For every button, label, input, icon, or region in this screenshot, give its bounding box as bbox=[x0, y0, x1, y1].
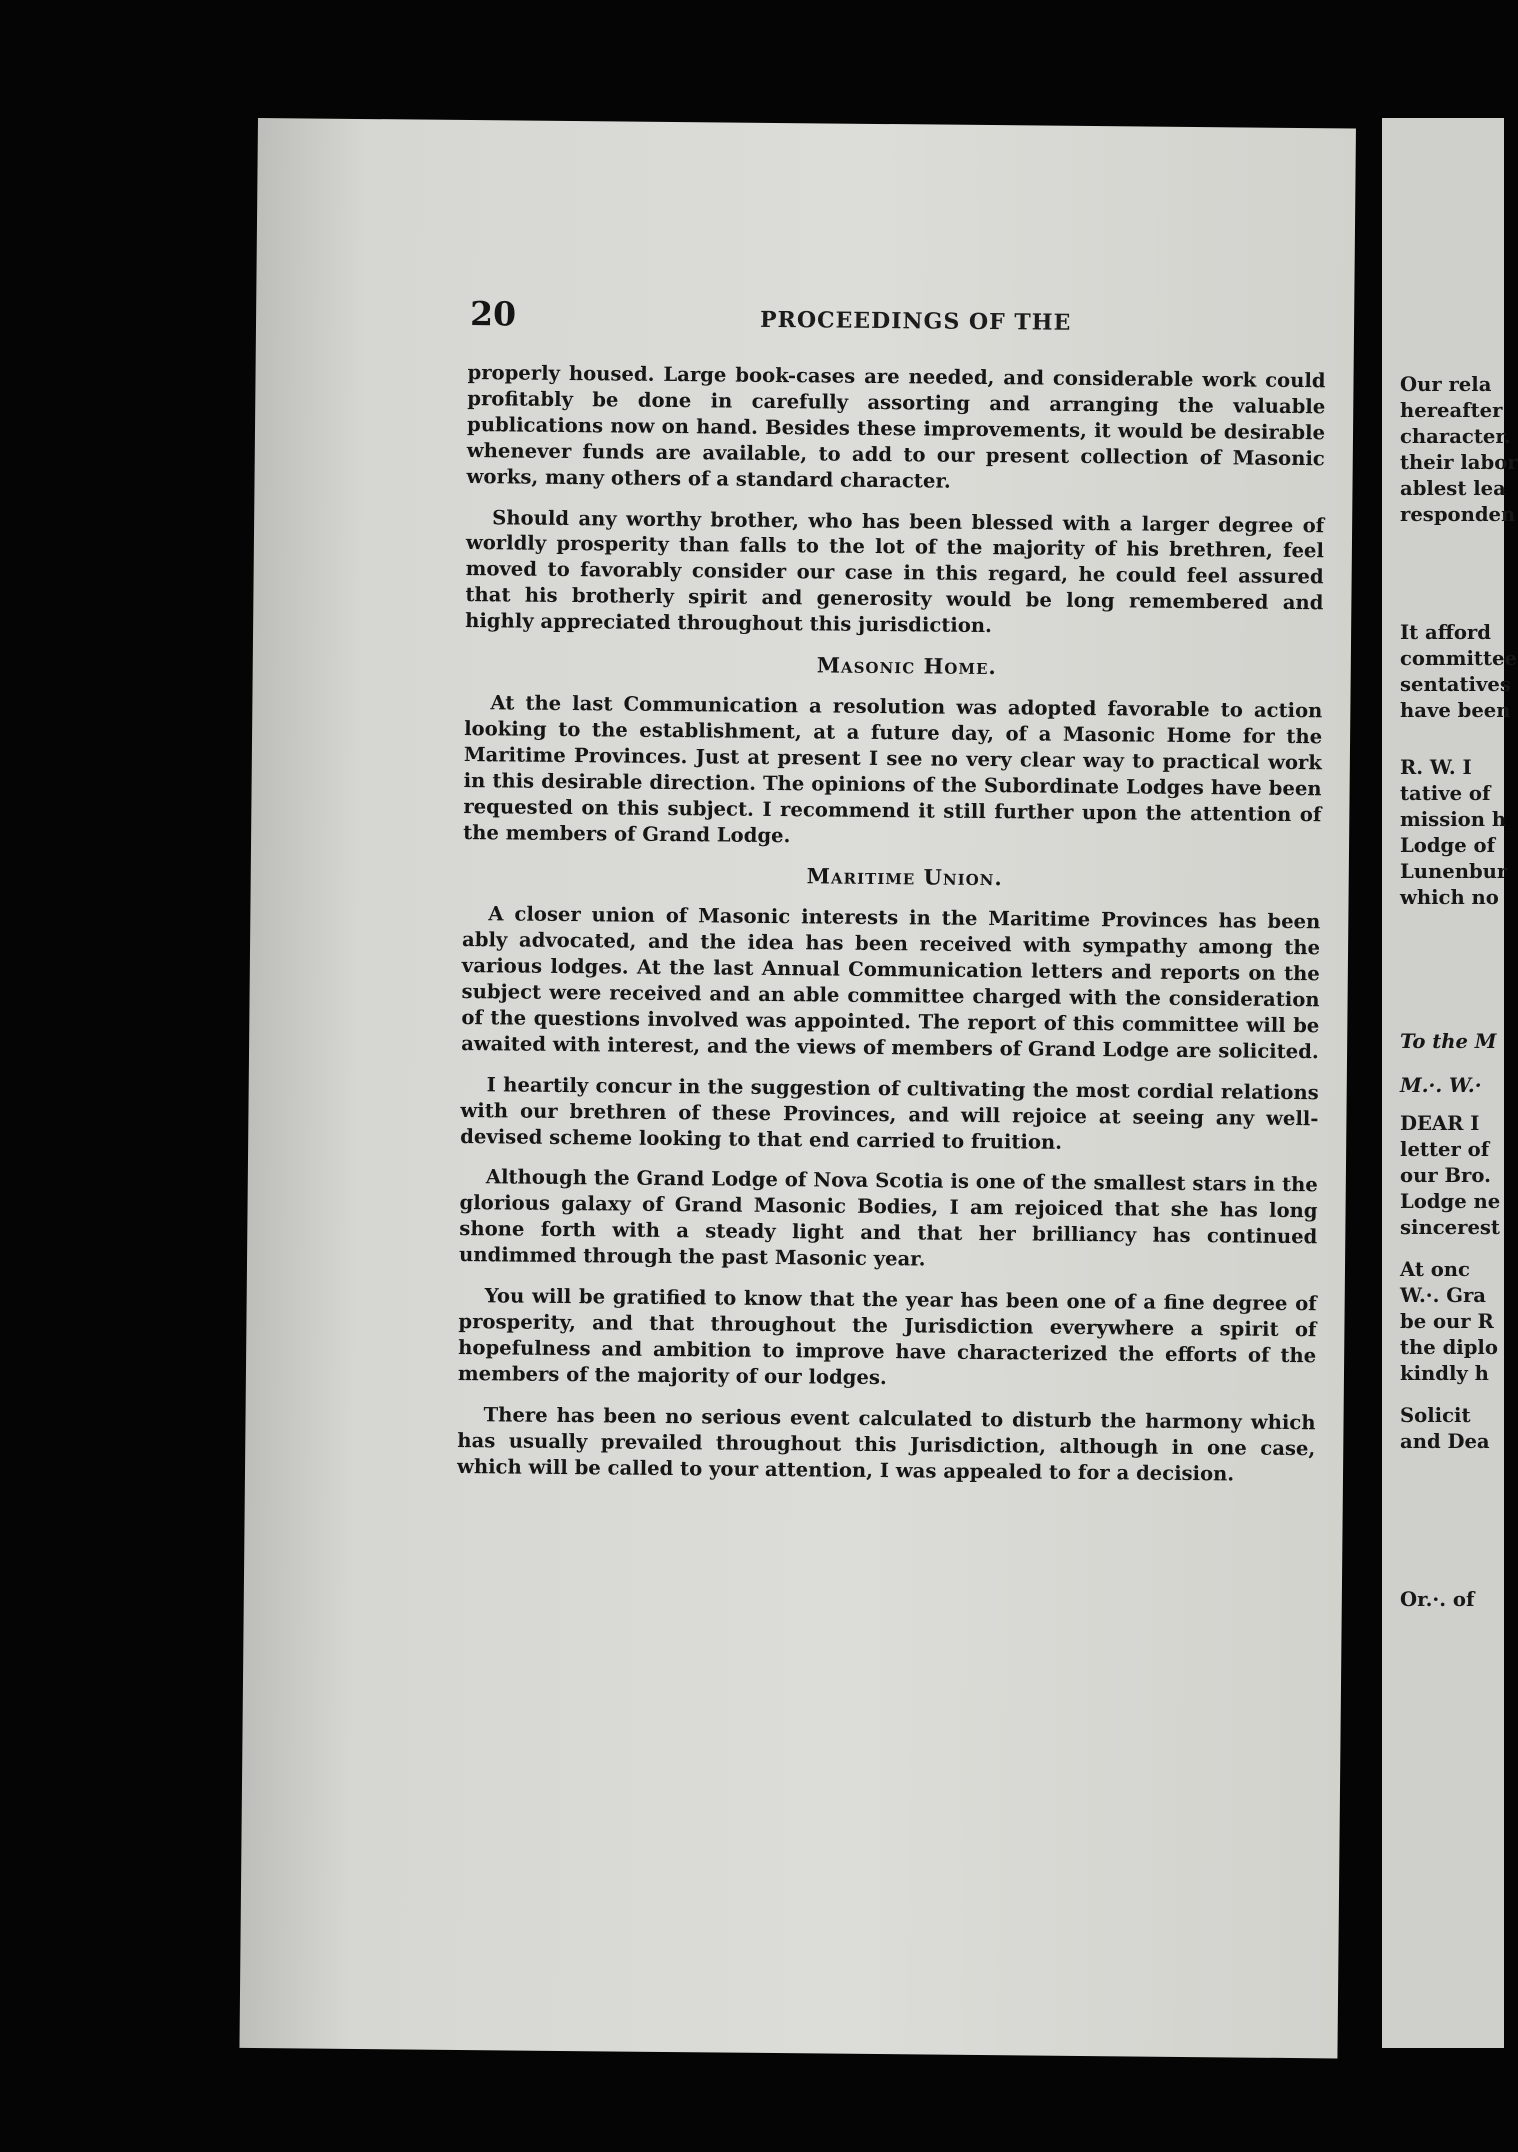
facing-line: mission h bbox=[1400, 808, 1507, 831]
facing-line: It afford bbox=[1400, 621, 1491, 644]
facing-line: Lodge of bbox=[1400, 834, 1496, 857]
facing-line: which no bbox=[1400, 886, 1499, 909]
body-text bbox=[457, 360, 1326, 1503]
facing-line: the diplo bbox=[1400, 1336, 1498, 1359]
facing-line: kindly h bbox=[1400, 1362, 1489, 1385]
facing-line: hereafter bbox=[1400, 399, 1503, 422]
facing-line: To the M bbox=[1400, 1030, 1497, 1053]
facing-line: have been bbox=[1400, 699, 1511, 722]
facing-line: M.·. W.· bbox=[1400, 1074, 1482, 1097]
facing-line: R. W. I bbox=[1400, 756, 1472, 779]
section-heading-masonic-home: Masonic Home. bbox=[816, 652, 997, 680]
facing-line: At onc bbox=[1400, 1258, 1470, 1281]
paragraph: There has been no serious event calculated to disturb the harmony which has usually prevailed throughout this Jurisdiction, although in one case, which will be called to your attention, I was appealed to for a decision. bbox=[456, 1402, 1316, 1485]
paragraph: At the last Communication a resolution was adopted favorable to action looking to the establishment, at a future day, of a Masonic Home for the Maritime Provinces. Just at present I see no very clear way to practical work in this desirable direction. The opinions of the Subordinate Lodges have been requested on this subject. I recommend it still further upon the attention of the members of Grand Lodge. bbox=[463, 691, 1323, 847]
paragraph: I heartily concur in the suggestion of cultivating the most cordial relations with our brethren of these Provinces, and will rejoice at seeing any well-devised scheme looking to that end carried to fruition. bbox=[460, 1072, 1319, 1154]
facing-line: ablest lea bbox=[1400, 477, 1506, 500]
facing-line: letter of bbox=[1400, 1138, 1490, 1161]
left-page bbox=[239, 118, 1355, 2058]
facing-line: Or.·. of bbox=[1400, 1588, 1475, 1611]
paragraph: You will be gratified to know that the year has been one of a fine degree of prosperity, and that throughout the Jurisdiction everywhere a spirit of hopefulness and ambition to improve have characterized the efforts of the members of the majority of our lodges. bbox=[457, 1284, 1317, 1389]
facing-line: sentatives bbox=[1400, 673, 1511, 696]
facing-line: Lunenbur bbox=[1400, 860, 1508, 883]
facing-line: Our rela bbox=[1400, 373, 1492, 396]
facing-line: committee bbox=[1400, 647, 1517, 670]
facing-line: Solicit bbox=[1400, 1404, 1471, 1427]
facing-line: W.·. Gra bbox=[1400, 1284, 1486, 1307]
facing-page bbox=[1382, 118, 1518, 2048]
facing-line: DEAR I bbox=[1400, 1112, 1480, 1135]
facing-line: responden bbox=[1400, 503, 1516, 526]
facing-line: sincerest bbox=[1400, 1216, 1500, 1239]
page-number: 20 bbox=[469, 294, 517, 334]
page-header bbox=[470, 294, 1310, 352]
facing-line: our Bro. bbox=[1400, 1164, 1491, 1187]
facing-line: character. bbox=[1400, 425, 1511, 448]
facing-line: and Dea bbox=[1400, 1430, 1490, 1453]
facing-line: be our R bbox=[1400, 1310, 1494, 1333]
facing-line: Lodge ne bbox=[1400, 1190, 1501, 1213]
paragraph: properly housed. Large book-cases are needed, and considerable work could profitably be done in carefully assorting and arranging the valuable publications now on hand. Besides these improvements, it would be desirable whenever funds are available, to add to our present collection of Masonic works, many others of a standard character. bbox=[466, 361, 1326, 493]
paragraph: Although the Grand Lodge of Nova Scotia is one of the smallest stars in the glorious galaxy of Grand Masonic Bodies, I am rejoiced that she has long shone forth with a steady light and that her brilliancy has continued undimmed through the past Masonic year. bbox=[458, 1165, 1318, 1271]
paragraph: Should any worthy brother, who has been blessed with a larger degree of worldly prosperity than falls to the lot of the majority of his brethren, feel moved to favorably consider our case in this regard, he could feel assured that his brotherly spirit and generosity would be long remembered and highly appreciated throughout this jurisdiction. bbox=[465, 505, 1325, 638]
facing-line: tative of bbox=[1400, 782, 1491, 805]
facing-line: their labor bbox=[1400, 451, 1518, 474]
running-head: PROCEEDINGS OF THE bbox=[759, 306, 1072, 336]
paragraph: A closer union of Masonic interests in the Maritime Provinces has been ably advocated, and the idea has been received with sympathy among the various lodges. At the last Annual Communication letters and reports on the subject were received and an able committee charged with the consideration of the questions involved was appointed. The report of this committee will be awaited with interest, and the views of members of Grand Lodge are solicited. bbox=[461, 902, 1321, 1064]
section-heading-maritime-union: Maritime Union. bbox=[806, 863, 1003, 891]
